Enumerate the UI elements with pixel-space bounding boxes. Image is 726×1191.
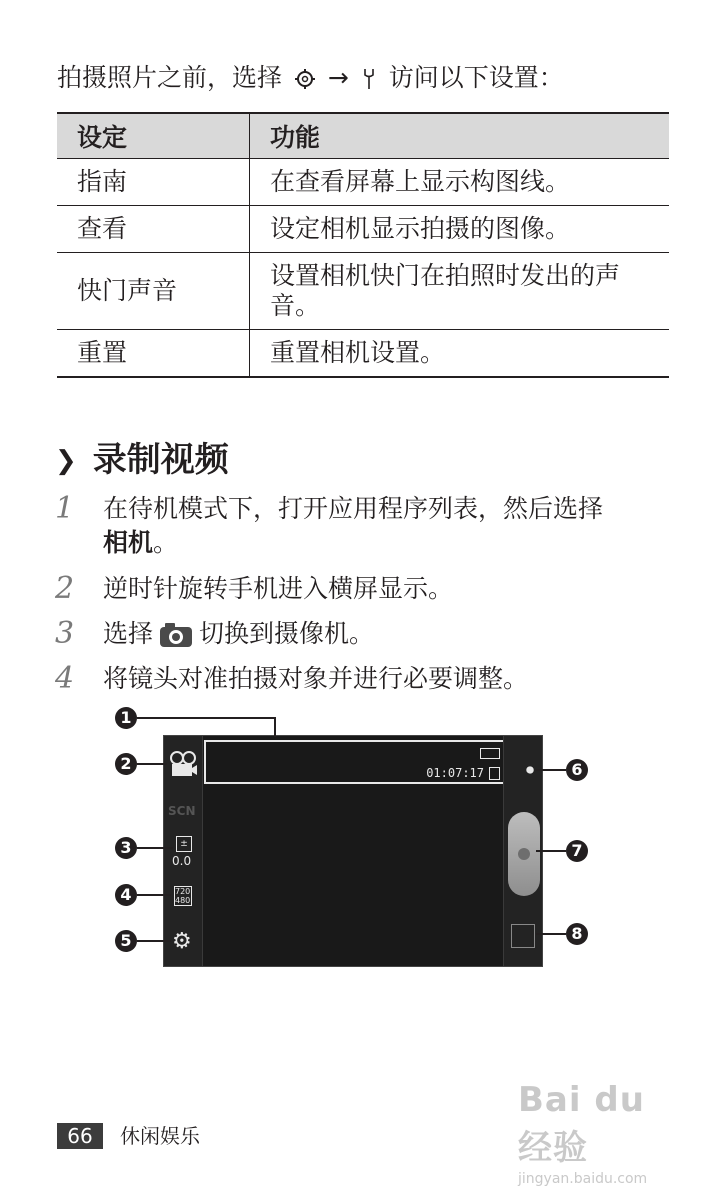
scene-mode-label[interactable]: SCN bbox=[168, 804, 196, 818]
step-text: 逆时针旋转手机进入横屏显示。 bbox=[103, 574, 454, 603]
table-row bbox=[57, 330, 669, 378]
exposure-icon[interactable]: ± bbox=[176, 836, 192, 852]
record-button[interactable] bbox=[508, 812, 540, 896]
camcorder-screen bbox=[163, 735, 543, 967]
settings-table bbox=[57, 112, 669, 378]
left-toolbar bbox=[164, 736, 203, 966]
callout-line bbox=[137, 717, 275, 719]
intro-before: 拍摄照片之前，选择 bbox=[57, 63, 283, 92]
step-number: 1 bbox=[55, 491, 75, 526]
wrench-icon bbox=[361, 67, 377, 91]
memory-icon bbox=[489, 767, 500, 780]
table-row bbox=[57, 206, 669, 253]
chevron-right-icon: ❯ bbox=[55, 446, 77, 476]
callout-line bbox=[536, 933, 566, 935]
table-cell-function: 重置相机设置。 bbox=[250, 330, 670, 378]
settings-gear-icon[interactable]: ⚙ bbox=[172, 929, 192, 954]
callout-line bbox=[137, 894, 171, 896]
table-cell-function: 设定相机显示拍摄的图像。 bbox=[250, 206, 670, 253]
table-cell-setting: 查看 bbox=[57, 206, 250, 253]
step-bold-term: 相机 bbox=[103, 528, 154, 557]
record-dot bbox=[518, 848, 530, 860]
callout-1: 1 bbox=[115, 707, 137, 729]
step-text: 选择 切换到摄像机。 bbox=[103, 619, 375, 648]
table-cell-function: 在查看屏幕上显示构图线。 bbox=[250, 159, 670, 206]
watermark bbox=[518, 1080, 688, 1187]
intro-arrow: → bbox=[327, 63, 349, 92]
gear-icon bbox=[294, 68, 316, 90]
step-number: 2 bbox=[55, 571, 75, 606]
chapter-title: 休闲娱乐 bbox=[120, 1124, 200, 1148]
callout-line bbox=[137, 847, 173, 849]
indicator-box bbox=[204, 740, 508, 784]
callout-5: 5 bbox=[115, 930, 137, 952]
callout-4: 4 bbox=[115, 884, 137, 906]
intro-after: 访问以下设置： bbox=[388, 63, 564, 92]
callout-line bbox=[137, 940, 171, 942]
callout-8: 8 bbox=[566, 923, 588, 945]
recording-timer: 01:07:17 bbox=[426, 766, 484, 780]
resolution-icon[interactable]: 720 480 bbox=[175, 887, 191, 905]
table-header-setting: 设定 bbox=[57, 113, 250, 159]
watermark-brand: Bai du 经验 bbox=[518, 1080, 645, 1168]
callout-line bbox=[137, 763, 167, 765]
step-text: 将镜头对准拍摄对象并进行必要调整。 bbox=[103, 664, 529, 693]
image-viewer-thumbnail[interactable] bbox=[511, 924, 535, 948]
watermark-url: jingyan.baidu.com bbox=[518, 1171, 648, 1187]
table-header-row bbox=[57, 113, 669, 159]
battery-icon bbox=[480, 748, 500, 759]
page-number: 66 bbox=[57, 1123, 103, 1149]
step-text: 在待机模式下，打开应用程序列表，然后选择 相机。 bbox=[103, 494, 604, 557]
table-cell-setting: 快门声音 bbox=[57, 253, 250, 330]
section-heading bbox=[55, 432, 229, 481]
callout-line bbox=[536, 850, 566, 852]
table-cell-function: 设置相机快门在拍照时发出的声音。 bbox=[250, 253, 670, 330]
callout-line bbox=[274, 717, 276, 737]
callout-6: 6 bbox=[566, 759, 588, 781]
exposure-value: 0.0 bbox=[172, 854, 192, 868]
camcorder-mode-icon[interactable] bbox=[168, 750, 198, 778]
intro-line bbox=[57, 58, 564, 98]
callout-line bbox=[536, 769, 566, 771]
table-header-function: 功能 bbox=[250, 113, 670, 159]
callout-2: 2 bbox=[115, 753, 137, 775]
step-number: 3 bbox=[55, 616, 75, 651]
callout-7: 7 bbox=[566, 840, 588, 862]
table-row bbox=[57, 159, 669, 206]
section-title: 录制视频 bbox=[92, 440, 229, 480]
step-number: 4 bbox=[55, 661, 75, 696]
camera-icon bbox=[159, 622, 193, 648]
table-row bbox=[57, 253, 669, 330]
table-cell-setting: 指南 bbox=[57, 159, 250, 206]
callout-3: 3 bbox=[115, 837, 137, 859]
switch-camera-icon[interactable]: ⏺ bbox=[525, 760, 534, 779]
table-cell-setting: 重置 bbox=[57, 330, 250, 378]
